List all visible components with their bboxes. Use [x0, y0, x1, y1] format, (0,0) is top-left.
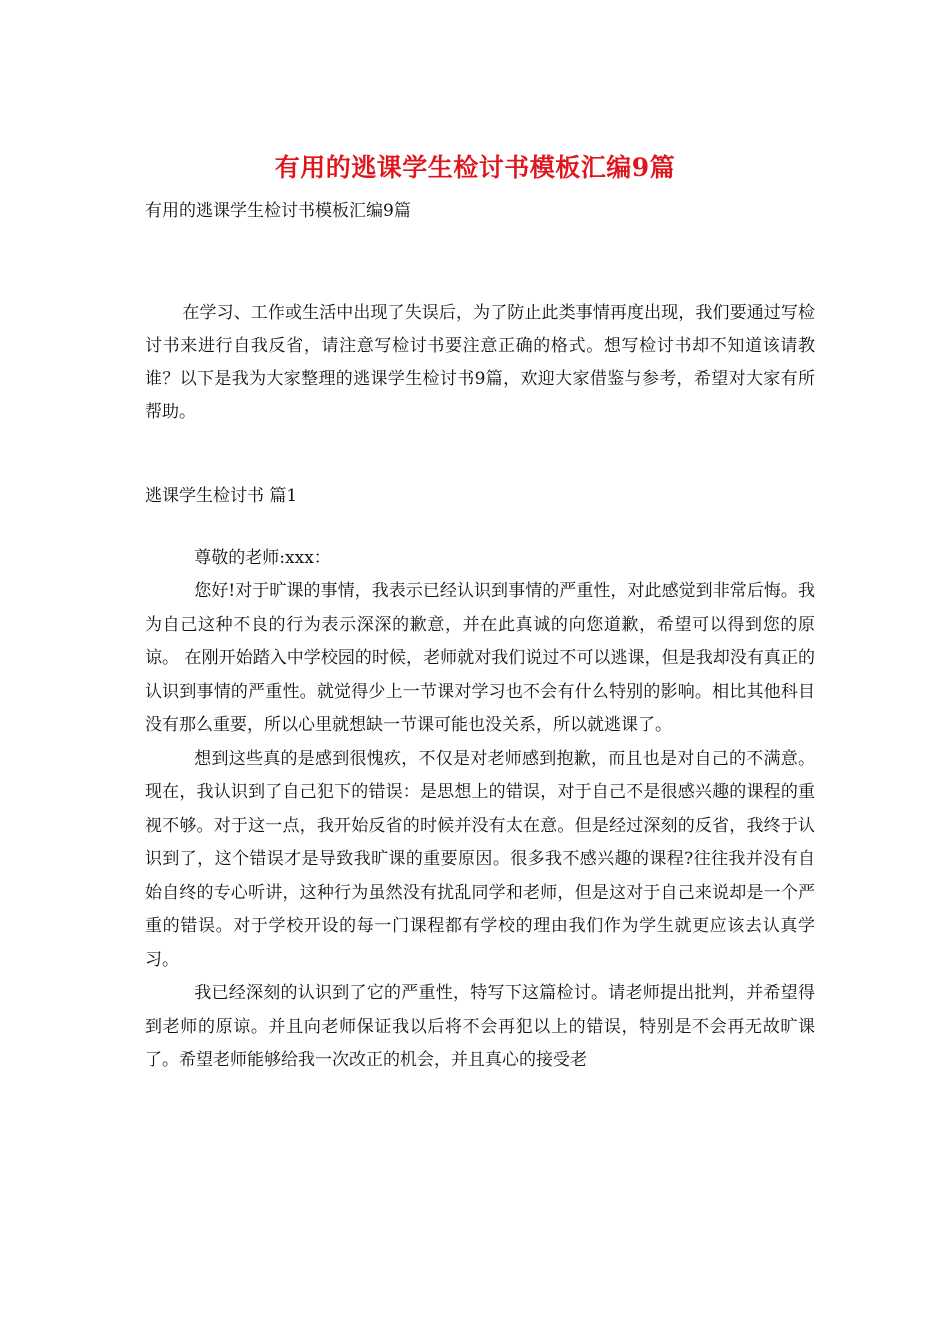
body-paragraph: 想到这些真的是感到很愧疚，不仅是对老师感到抱歉，而且也是对自己的不满意。现在，我认识到了自己犯下的错误：是思想上的错误，对于自己不是很感兴趣的课程的重视不够。对于这一点，我开始反省的时候并没有太在意。但是经过深刻的反省，我终于认识到了，这个错误才是导致我旷课的重要原因。很多我不感兴趣的课程?往往我并没有自始自终的专心听讲，这种行为虽然没有扰乱同学和老师，但是这对于自己来说却是一个严重的错误。对于学校开设的每一门课程都有学校的理由我们作为学生就更应该去认真学习。	[145, 748, 815, 970]
section-heading: 逃课学生检讨书 篇1	[145, 486, 298, 506]
salutation-line: 尊敬的老师:xxx：	[194, 548, 331, 568]
document-subtitle: 有用的逃课学生检讨书模板汇编9篇	[145, 201, 411, 221]
intro-paragraph: 在学习、工作或生活中出现了失误后，为了防止此类事情再度出现，我们要通过写检讨书来进行自我反省，请注意写检讨书要注意正确的格式。想写检讨书却不知道该请教谁？以下是我为大家整理的逃课学生检讨书9篇，欢迎大家借鉴与参考，希望对大家有所帮助。	[145, 303, 815, 422]
section-body	[145, 545, 815, 1078]
body-paragraph: 我已经深刻的认识到了它的严重性，特写下这篇检讨。请老师提出批判，并希望得到老师的原谅。并且向老师保证我以后将不会再犯以上的错误，特别是不会再无故旷课了。希望老师能够给我一次改正的机会，并且真心的接受老	[145, 983, 815, 1070]
document-title: 有用的逃课学生检讨书模板汇编9篇	[274, 153, 676, 182]
body-paragraph: 您好!对于旷课的事情，我表示已经认识到事情的严重性，对此感觉到非常后悔。我为自己这种不良的行为表示深深的歉意，并在此真诚的向您道歉，希望可以得到您的原谅。 在刚开始踏入中学校园的时候，老师就对我们说过不可以逃课，但是我却没有真正的认识到事情的严重性。就觉得少上一节课对学习也不会有什么特别的影响。相比其他科目没有那么重要，所以心里就想缺一节课可能也没关系，所以就逃课了。	[145, 581, 815, 735]
